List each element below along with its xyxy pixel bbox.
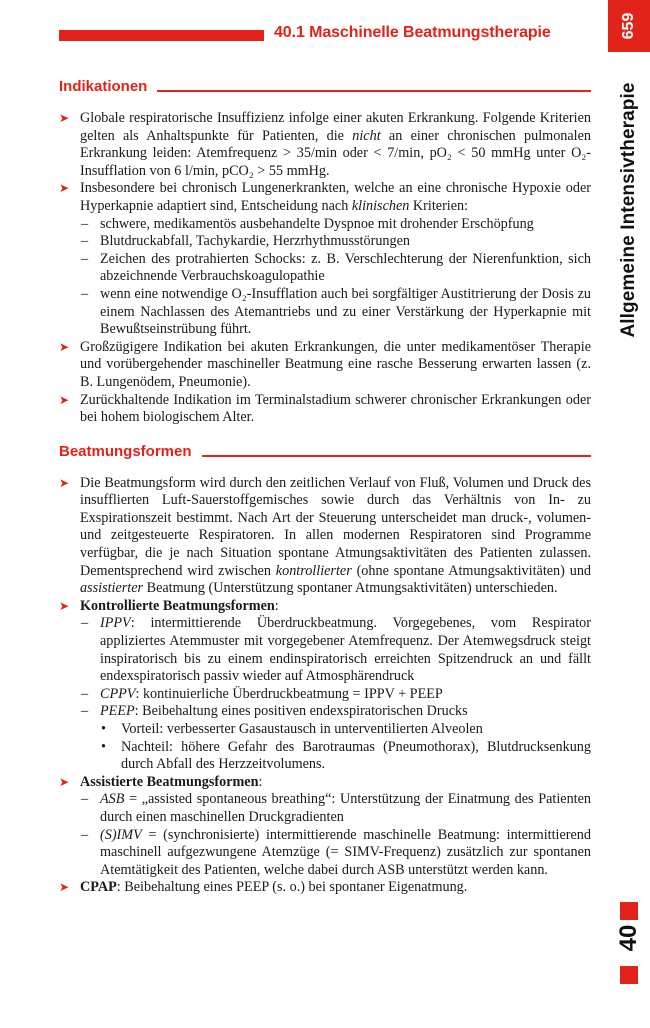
- arrow-icon: ➤: [59, 392, 70, 407]
- side-chapter-title: Allgemeine Intensivtherapie: [618, 82, 639, 338]
- dash-marker: –: [81, 826, 89, 843]
- bullet-item: • Nachteil: höhere Gefahr des Barotraumas (Pneumothorax), Blutdrucksenkung durch Abfall des Herzzeitvolumens.: [101, 738, 591, 773]
- page-number: 659: [620, 12, 637, 40]
- arrow-icon: ➤: [59, 475, 70, 490]
- page-content: [59, 76, 591, 897]
- sub-list-item: – Zeichen des protrahierten Schocks: z. B. Verschlechterung der Nierenfunktion, sich abzeichnende Verbrauchskoagulopathie: [81, 250, 591, 285]
- bullet-item: • Vorteil: verbesserter Gasaustausch in unterventilierten Alveolen: [101, 721, 483, 737]
- sub-list-item: – IPPV: intermittierende Überdruckbeatmung. Vorgegebenes, vom Respirator appliziertes Atemmuster mit vorgegebener Atemfrequenz. Der Atemwegsdruck steigt inspiratorisch bis zu einem endinspiratorisch erreichten Spitzendruck an und fällt endexspiratorisch passiv wieder auf Atmosphärendruck: [81, 615, 591, 685]
- bullet-marker: •: [101, 721, 106, 737]
- sub-list-item: – (S)IMV = (synchronisierte) intermittierende maschinelle Beatmung: intermittierend maschinell aufgezwungene Atemzüge (= SIMV-Frequenz) zusätzlich zur spontanen Atemtätigkeit des Patienten, welche dabei durch ASB unterstützt werden kann.: [81, 826, 591, 878]
- list-item: ➤ Insbesondere bei chronisch Lungenerkrankten, welche an eine chronische Hypoxie oder Hyperkapnie adaptiert sind, Entscheidung nach klinischen Kriterien:: [59, 180, 591, 214]
- sub-list-item: – schwere, medikamentös ausbehandelte Dyspnoe mit drohender Erschöpfung: [81, 215, 534, 232]
- dash-marker: –: [81, 685, 89, 702]
- dash-marker: –: [81, 285, 89, 302]
- dash-marker: –: [81, 215, 89, 232]
- dash-marker: –: [81, 250, 89, 267]
- arrow-icon: ➤: [59, 774, 70, 789]
- list-item: ➤ Kontrollierte Beatmungsformen:: [59, 597, 279, 614]
- arrow-icon: ➤: [59, 598, 70, 613]
- sub-list-item: – PEEP: Beibehaltung eines positiven endexspiratorischen Drucks: [81, 703, 468, 720]
- list-item: ➤ Großzügigere Indikation bei akuten Erkrankungen, die unter medikamentöser Therapie und vorübergehender maschineller Beatmung eine rasche Besserung erwarten lassen (z. B. Lungenödem, Pneumonie).: [59, 338, 591, 390]
- arrow-icon: ➤: [59, 339, 70, 354]
- bullet-marker: •: [101, 738, 106, 755]
- list-item: ➤ Die Beatmungsform wird durch den zeitlichen Verlauf von Fluß, Volumen und Druck des insufflierten Luft-Sauerstoffgemisches sowie durch das Verhältnis von In- zu Exspirationszeit bestimmt. Nach Art der Steuerung unterscheidet man druck-, volumen- und zeitgesteuerte Respiratoren. In allen modernen Respiratoren sind Programme verfügbar, die je nach Situation spontane Atmungsaktivitäten des Patienten zulassen. Dementsprechend wird zwischen kontrollierter (ohne spontane Atmungsaktivitäten) und assistierter Beatmung (Unterstützung spontaner Atmungsaktivitäten) unterschieden.: [59, 474, 592, 597]
- sub-list-item: – wenn eine notwendige O₂-Insufflation auch bei sorgfältiger Austitrierung der Dosis zu einem Nachlassen des Atemantriebs und zu einer Verstärkung der Hyperkapnie mit Bewußtseinstrübung führt.: [81, 285, 591, 338]
- arrow-icon: ➤: [59, 111, 70, 125]
- sub-list-item: – CPPV: kontinuierliche Überdruckbeatmung = IPPV + PEEP: [81, 685, 443, 702]
- chapter-marker-bottom: [620, 966, 638, 984]
- arrow-icon: ➤: [59, 880, 70, 895]
- running-header: 40.1 Maschinelle Beatmungstherapie: [274, 24, 551, 41]
- section-heading-beatmungsformen: Beatmungsformen: [59, 441, 591, 463]
- chapter-number: 40: [615, 924, 642, 952]
- list-item: ➤ CPAP: Beibehaltung eines PEEP (s. o.) bei spontaner Eigenatmung.: [59, 879, 468, 896]
- chapter-marker-top: [620, 902, 638, 920]
- dash-marker: –: [81, 703, 89, 720]
- dash-marker: –: [81, 233, 89, 250]
- arrow-icon: ➤: [59, 181, 70, 196]
- dash-marker: –: [81, 791, 89, 808]
- sub-list-item: – ASB = „assisted spontaneous breathing“: Unterstützung der Einatmung des Patienten durch einen maschinellen Druckgradienten: [81, 791, 591, 825]
- dash-marker: –: [81, 615, 89, 632]
- list-item: ➤ Assistierte Beatmungsformen:: [59, 773, 263, 790]
- list-item: ➤ Zurückhaltende Indikation im Terminalstadium schwerer chronischer Erkrankungen oder bei hohem biologischem Alter.: [59, 391, 591, 426]
- section-heading-indikationen: Indikationen: [59, 76, 591, 98]
- header-bar: [59, 30, 264, 41]
- list-item: ➤ Globale respiratorische Insuffizienz infolge einer akuten Erkrankung. Folgende Kriterien gelten als Anhaltspunkte für Patienten, die nicht an einer chronischen pulmonalen Erkrankung leiden: Atemfrequenz > 35/min oder < 7/min, pO₂ < 50 mmHg unter O₂-Insufflation von 6 l/min, pCO₂ > 55 mmHg.: [59, 110, 592, 179]
- sub-list-item: – Blutdruckabfall, Tachykardie, Herzrhythmusstörungen: [81, 233, 410, 250]
